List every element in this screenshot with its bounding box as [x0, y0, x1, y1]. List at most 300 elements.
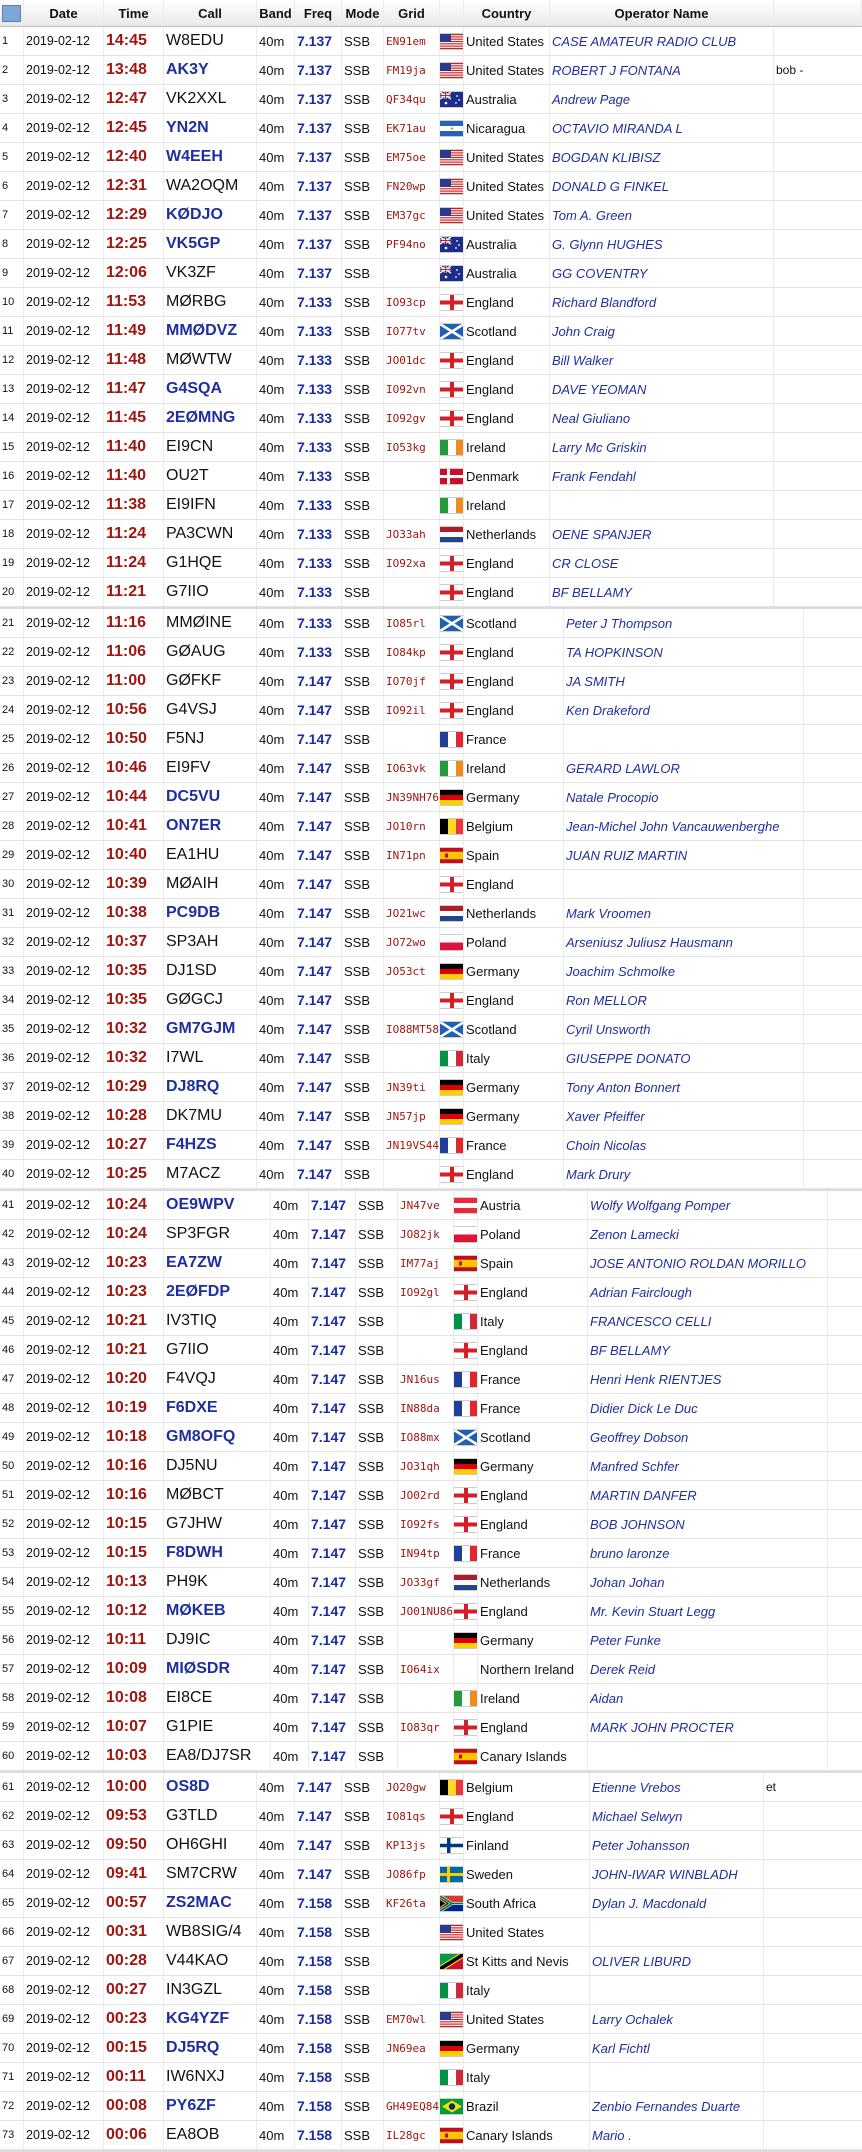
callsign-cell[interactable] — [164, 375, 257, 403]
grid-cell-text: KP13js — [386, 1838, 426, 1852]
table-row[interactable] — [0, 1802, 862, 1831]
row-number — [0, 696, 24, 724]
header-call[interactable] — [164, 0, 257, 26]
flag-es-icon — [440, 848, 464, 863]
callsign-cell[interactable] — [164, 201, 257, 229]
table-row[interactable] — [0, 1568, 862, 1597]
note-cell — [774, 317, 862, 345]
freq-cell — [295, 2092, 342, 2120]
callsign-cell[interactable] — [164, 114, 257, 142]
note-cell — [774, 578, 862, 606]
grid-cell-text: IO93cp — [386, 295, 426, 309]
table-row[interactable] — [0, 667, 862, 696]
date-cell — [24, 288, 104, 316]
table-row[interactable] — [0, 1889, 862, 1918]
country-cell — [464, 2092, 590, 2120]
table-row[interactable] — [0, 230, 862, 259]
note-cell — [828, 1713, 862, 1741]
callsign-cell[interactable] — [164, 1394, 271, 1422]
callsign-cell[interactable] — [164, 1539, 271, 1567]
callsign-cell[interactable] — [164, 696, 257, 724]
table-row[interactable] — [0, 1191, 862, 1220]
header-band[interactable] — [257, 0, 295, 26]
row-number — [0, 288, 24, 316]
table-row[interactable] — [0, 404, 862, 433]
freq-cell — [309, 1626, 356, 1654]
time-cell-text: 10:20 — [106, 1370, 147, 1387]
callsign-cell[interactable] — [164, 1773, 257, 1801]
note-cell — [774, 549, 862, 577]
table-row[interactable] — [0, 1831, 862, 1860]
time-cell-text: 00:57 — [106, 1894, 147, 1911]
header-operator[interactable] — [550, 0, 774, 26]
date-cell — [24, 404, 104, 432]
table-row[interactable] — [0, 2121, 862, 2150]
table-row[interactable] — [0, 56, 862, 85]
callsign-cell[interactable] — [164, 986, 257, 1014]
callsign-cell[interactable] — [164, 2063, 257, 2091]
table-row[interactable] — [0, 2063, 862, 2092]
table-row[interactable] — [0, 1073, 862, 1102]
country-cell — [464, 404, 550, 432]
country-cell-text: United States — [466, 207, 545, 223]
callsign-cell[interactable] — [164, 404, 257, 432]
note-cell — [828, 1365, 862, 1393]
freq-cell-text: 7.147 — [311, 1371, 347, 1387]
table-row[interactable] — [0, 1220, 862, 1249]
mode-cell-text: SSB — [344, 178, 371, 194]
callsign-cell[interactable] — [164, 462, 257, 490]
table-row[interactable] — [0, 1860, 862, 1889]
callsign-cell[interactable] — [164, 56, 257, 84]
time-cell — [104, 1773, 164, 1801]
table-row[interactable] — [0, 433, 862, 462]
callsign-cell[interactable] — [164, 1220, 271, 1248]
grid-cell-text: JO01dc — [386, 353, 426, 367]
band-cell-text: 40m — [273, 1429, 299, 1445]
row-number-text: 28 — [2, 820, 15, 832]
callsign-cell[interactable] — [164, 578, 257, 606]
operator-name-cell — [588, 1568, 828, 1596]
table-block — [0, 1191, 862, 1773]
callsign-cell[interactable] — [164, 1947, 257, 1975]
mode-cell — [342, 1802, 384, 1830]
table-row[interactable] — [0, 1365, 862, 1394]
time-cell-text: 10:09 — [106, 1660, 147, 1677]
table-row[interactable] — [0, 928, 862, 957]
header-mode[interactable] — [342, 0, 384, 26]
callsign-cell[interactable] — [164, 1976, 257, 2004]
freq-cell-text: 7.137 — [297, 62, 333, 78]
row-number — [0, 56, 24, 84]
callsign-cell[interactable] — [164, 1597, 271, 1625]
band-cell — [257, 520, 295, 548]
date-cell — [24, 201, 104, 229]
freq-cell-text: 7.147 — [297, 731, 333, 747]
table-row[interactable] — [0, 812, 862, 841]
callsign-cell[interactable] — [164, 928, 257, 956]
row-number-text: 1 — [2, 35, 9, 47]
country-cell-text: Scotland — [466, 323, 517, 339]
country-flag-icon — [440, 491, 464, 519]
time-cell — [104, 56, 164, 84]
table-row[interactable] — [0, 1336, 862, 1365]
time-cell — [104, 841, 164, 869]
callsign-cell[interactable] — [164, 1802, 257, 1830]
callsign-cell[interactable] — [164, 1073, 257, 1101]
mode-cell-text: SSB — [344, 1953, 371, 1969]
mode-cell-text: SSB — [344, 934, 371, 950]
callsign-cell[interactable] — [164, 1481, 271, 1509]
callsign-cell-text: EA7ZW — [166, 1254, 222, 1271]
freq-cell — [295, 1073, 342, 1101]
band-cell — [257, 2063, 295, 2091]
country-cell — [464, 1918, 590, 1946]
callsign-cell[interactable] — [164, 2121, 257, 2149]
callsign-cell[interactable] — [164, 812, 257, 840]
flag-de-icon — [454, 1459, 478, 1474]
table-row[interactable] — [0, 1160, 862, 1189]
callsign-cell[interactable] — [164, 288, 257, 316]
row-number-text: 72 — [2, 2100, 15, 2112]
table-row[interactable] — [0, 114, 862, 143]
callsign-cell[interactable] — [164, 1365, 271, 1393]
grid-cell-text: IN94tp — [400, 1546, 440, 1560]
callsign-cell[interactable] — [164, 1044, 257, 1072]
table-row[interactable] — [0, 375, 862, 404]
callsign-cell[interactable] — [164, 1918, 257, 1946]
time-cell — [104, 2121, 164, 2149]
header-grid[interactable] — [384, 0, 440, 26]
operator-name-cell — [588, 1626, 828, 1654]
callsign-cell[interactable] — [164, 1742, 271, 1770]
table-row[interactable] — [0, 2092, 862, 2121]
table-row[interactable] — [0, 754, 862, 783]
country-flag-icon — [440, 1015, 464, 1043]
callsign-cell[interactable] — [164, 1423, 271, 1451]
band-cell-text: 40m — [259, 294, 285, 310]
callsign-cell[interactable] — [164, 520, 257, 548]
callsign-cell[interactable] — [164, 638, 257, 666]
table-row[interactable] — [0, 1742, 862, 1771]
country-cell-text: England — [466, 410, 514, 426]
callsign-cell[interactable] — [164, 1831, 257, 1859]
date-cell-text: 2019-02-12 — [26, 527, 90, 541]
header-country[interactable] — [464, 0, 550, 26]
table-row[interactable] — [0, 1713, 862, 1742]
callsign-cell-text: 2EØMNG — [166, 409, 236, 426]
country-cell-text: France — [480, 1400, 521, 1416]
time-cell — [104, 1044, 164, 1072]
callsign-cell[interactable] — [164, 609, 257, 637]
date-cell — [24, 462, 104, 490]
band-cell — [257, 2034, 295, 2062]
operator-name-cell — [590, 1889, 764, 1917]
date-cell-text: 2019-02-12 — [26, 1983, 90, 1997]
callsign-cell[interactable] — [164, 1713, 271, 1741]
country-flag-icon — [440, 2005, 464, 2033]
table-row[interactable] — [0, 520, 862, 549]
grid-cell — [398, 1452, 454, 1480]
table-row[interactable] — [0, 1976, 862, 2005]
table-row[interactable] — [0, 696, 862, 725]
callsign-cell[interactable] — [164, 1452, 271, 1480]
time-cell — [104, 1102, 164, 1130]
band-cell-text: 40m — [259, 584, 285, 600]
grid-cell-text: JN16us — [400, 1372, 440, 1386]
country-cell-text: United States — [466, 1924, 545, 1940]
table-row[interactable] — [0, 288, 862, 317]
date-cell-text: 2019-02-12 — [26, 1256, 90, 1270]
band-cell — [271, 1597, 309, 1625]
operator-name-cell — [550, 404, 774, 432]
table-row[interactable] — [0, 1510, 862, 1539]
callsign-cell[interactable] — [164, 230, 257, 258]
date-cell — [24, 928, 104, 956]
table-row[interactable] — [0, 1626, 862, 1655]
table-row[interactable] — [0, 143, 862, 172]
time-cell — [104, 696, 164, 724]
callsign-cell-text: WB8SIG/4 — [166, 1923, 242, 1940]
callsign-cell[interactable] — [164, 1307, 271, 1335]
date-cell — [24, 1073, 104, 1101]
band-cell — [271, 1365, 309, 1393]
time-cell-text: 10:15 — [106, 1544, 147, 1561]
operator-name-cell-text: Peter Johansson — [592, 1837, 690, 1853]
callsign-cell[interactable] — [164, 667, 257, 695]
mode-cell-text: SSB — [344, 497, 371, 513]
table-row[interactable] — [0, 578, 862, 607]
date-cell — [24, 1510, 104, 1538]
table-row[interactable] — [0, 549, 862, 578]
table-row[interactable] — [0, 783, 862, 812]
date-cell — [24, 259, 104, 287]
callsign-cell[interactable] — [164, 957, 257, 985]
callsign-cell[interactable] — [164, 1626, 271, 1654]
callsign-cell[interactable] — [164, 1510, 271, 1538]
table-row[interactable] — [0, 1481, 862, 1510]
mode-cell-text: SSB — [344, 644, 371, 660]
country-flag-icon — [454, 1394, 478, 1422]
band-cell-text: 40m — [259, 1808, 285, 1824]
band-cell — [271, 1539, 309, 1567]
callsign-cell[interactable] — [164, 172, 257, 200]
freq-cell-text: 7.133 — [297, 323, 333, 339]
callsign-cell[interactable] — [164, 2034, 257, 2062]
time-cell — [104, 1365, 164, 1393]
table-row[interactable] — [0, 317, 862, 346]
row-number — [0, 1539, 24, 1567]
table-row[interactable] — [0, 609, 862, 638]
table-row[interactable] — [0, 259, 862, 288]
table-row[interactable] — [0, 1684, 862, 1713]
table-row[interactable] — [0, 2005, 862, 2034]
table-row[interactable] — [0, 172, 862, 201]
callsign-cell[interactable] — [164, 259, 257, 287]
callsign-cell[interactable] — [164, 143, 257, 171]
callsign-cell-text: VK5GP — [166, 235, 221, 252]
time-cell — [104, 491, 164, 519]
time-cell-text: 10:24 — [106, 1225, 147, 1242]
table-row[interactable] — [0, 2034, 862, 2063]
operator-name-cell-text: BF BELLAMY — [552, 584, 632, 600]
table-row[interactable] — [0, 1131, 862, 1160]
row-number — [0, 2063, 24, 2091]
operator-name-cell-text: Dylan J. Macdonald — [592, 1895, 707, 1911]
country-flag-icon — [440, 1860, 464, 1888]
flag-nl-icon — [440, 527, 464, 542]
callsign-cell[interactable] — [164, 27, 257, 55]
table-row[interactable] — [0, 957, 862, 986]
callsign-cell[interactable] — [164, 1860, 257, 1888]
time-cell — [104, 1597, 164, 1625]
table-row[interactable] — [0, 27, 862, 56]
band-cell-text: 40m — [259, 1050, 285, 1066]
callsign-cell[interactable] — [164, 1131, 257, 1159]
callsign-cell[interactable] — [164, 1655, 271, 1683]
freq-cell — [295, 317, 342, 345]
grid-cell — [398, 1423, 454, 1451]
freq-cell-text: 7.133 — [297, 555, 333, 571]
callsign-cell[interactable] — [164, 2092, 257, 2120]
callsign-cell[interactable] — [164, 346, 257, 374]
table-row[interactable] — [0, 1249, 862, 1278]
table-row[interactable] — [0, 986, 862, 1015]
row-number — [0, 143, 24, 171]
header-time[interactable] — [104, 0, 164, 26]
callsign-cell[interactable] — [164, 1889, 257, 1917]
date-cell-text: 2019-02-12 — [26, 819, 90, 833]
header-freq[interactable] — [295, 0, 342, 26]
callsign-cell[interactable] — [164, 754, 257, 782]
header-date[interactable] — [24, 0, 104, 26]
freq-cell — [295, 1947, 342, 1975]
country-flag-icon — [440, 172, 464, 200]
operator-name-cell — [550, 230, 774, 258]
table-row[interactable] — [0, 1597, 862, 1626]
note-cell — [774, 114, 862, 142]
mode-cell-text: SSB — [344, 381, 371, 397]
country-cell — [464, 812, 564, 840]
note-cell — [764, 1947, 862, 1975]
callsign-cell[interactable] — [164, 1160, 257, 1188]
mode-cell — [356, 1626, 398, 1654]
table-row[interactable] — [0, 1015, 862, 1044]
callsign-cell[interactable] — [164, 2005, 257, 2033]
table-row[interactable] — [0, 1044, 862, 1073]
callsign-cell[interactable] — [164, 317, 257, 345]
mode-cell-text: SSB — [344, 91, 371, 107]
table-row[interactable] — [0, 1918, 862, 1947]
country-flag-icon — [440, 1889, 464, 1917]
band-cell-text: 40m — [259, 673, 285, 689]
callsign-cell[interactable] — [164, 549, 257, 577]
freq-cell-text: 7.133 — [297, 497, 333, 513]
date-cell — [24, 491, 104, 519]
callsign-cell[interactable] — [164, 1191, 271, 1219]
callsign-cell[interactable] — [164, 725, 257, 753]
operator-name-cell-text: ROBERT J FONTANA — [552, 62, 681, 78]
country-cell-text: Canary Islands — [480, 1748, 567, 1764]
grid-cell — [398, 1597, 454, 1625]
table-row[interactable] — [0, 841, 862, 870]
table-row[interactable] — [0, 725, 862, 754]
table-row[interactable] — [0, 346, 862, 375]
freq-cell — [295, 667, 342, 695]
callsign-cell-text: 2EØFDP — [166, 1283, 231, 1300]
grid-cell — [384, 1802, 440, 1830]
callsign-cell[interactable] — [164, 433, 257, 461]
grid-cell — [384, 143, 440, 171]
row-number-text: 73 — [2, 2129, 15, 2141]
table-row[interactable] — [0, 1278, 862, 1307]
callsign-cell[interactable] — [164, 1684, 271, 1712]
callsign-cell[interactable] — [164, 870, 257, 898]
operator-name-cell-text: Peter J Thompson — [566, 615, 673, 631]
table-row[interactable] — [0, 1773, 862, 1802]
grid-cell — [384, 2121, 440, 2149]
table-row[interactable] — [0, 85, 862, 114]
table-row[interactable] — [0, 870, 862, 899]
callsign-cell-text: MMØINE — [166, 614, 232, 631]
table-row[interactable] — [0, 1394, 862, 1423]
mode-cell — [342, 1831, 384, 1859]
table-row[interactable] — [0, 1947, 862, 1976]
row-number — [0, 375, 24, 403]
callsign-cell[interactable] — [164, 841, 257, 869]
mode-cell — [342, 696, 384, 724]
table-row[interactable] — [0, 201, 862, 230]
table-row[interactable] — [0, 1423, 862, 1452]
mode-cell-text: SSB — [358, 1400, 385, 1416]
operator-name-cell-text: Larry Ochalek — [592, 2011, 673, 2027]
table-row[interactable] — [0, 462, 862, 491]
table-row[interactable] — [0, 899, 862, 928]
table-row[interactable] — [0, 1655, 862, 1684]
operator-name-cell-text: OLIVER LIBURD — [592, 1953, 691, 1969]
table-row[interactable] — [0, 491, 862, 520]
callsign-cell[interactable] — [164, 1102, 257, 1130]
country-flag-icon — [454, 1307, 478, 1335]
callsign-cell[interactable] — [164, 783, 257, 811]
operator-name-cell — [564, 1044, 804, 1072]
table-row[interactable] — [0, 1102, 862, 1131]
flag-br-icon — [440, 2099, 464, 2114]
table-row[interactable] — [0, 1452, 862, 1481]
grid-cell-text: KF26ta — [386, 1896, 426, 1910]
table-row[interactable] — [0, 638, 862, 667]
callsign-cell[interactable] — [164, 899, 257, 927]
callsign-cell[interactable] — [164, 1336, 271, 1364]
table-row[interactable] — [0, 1307, 862, 1336]
table-row[interactable] — [0, 1539, 862, 1568]
callsign-cell[interactable] — [164, 1568, 271, 1596]
time-cell-text: 00:27 — [106, 1981, 147, 1998]
flag-au-icon — [440, 266, 464, 281]
country-cell — [464, 1044, 564, 1072]
callsign-cell[interactable] — [164, 1015, 257, 1043]
callsign-cell[interactable] — [164, 491, 257, 519]
grid-cell-text: IN71pn — [386, 848, 426, 862]
time-cell — [104, 1976, 164, 2004]
flag-icon[interactable] — [2, 5, 21, 22]
country-cell-text: Netherlands — [480, 1574, 551, 1590]
callsign-cell[interactable] — [164, 1249, 271, 1277]
mode-cell-text: SSB — [344, 33, 371, 49]
row-number — [0, 1452, 24, 1480]
callsign-cell[interactable] — [164, 85, 257, 113]
callsign-cell[interactable] — [164, 1278, 271, 1306]
